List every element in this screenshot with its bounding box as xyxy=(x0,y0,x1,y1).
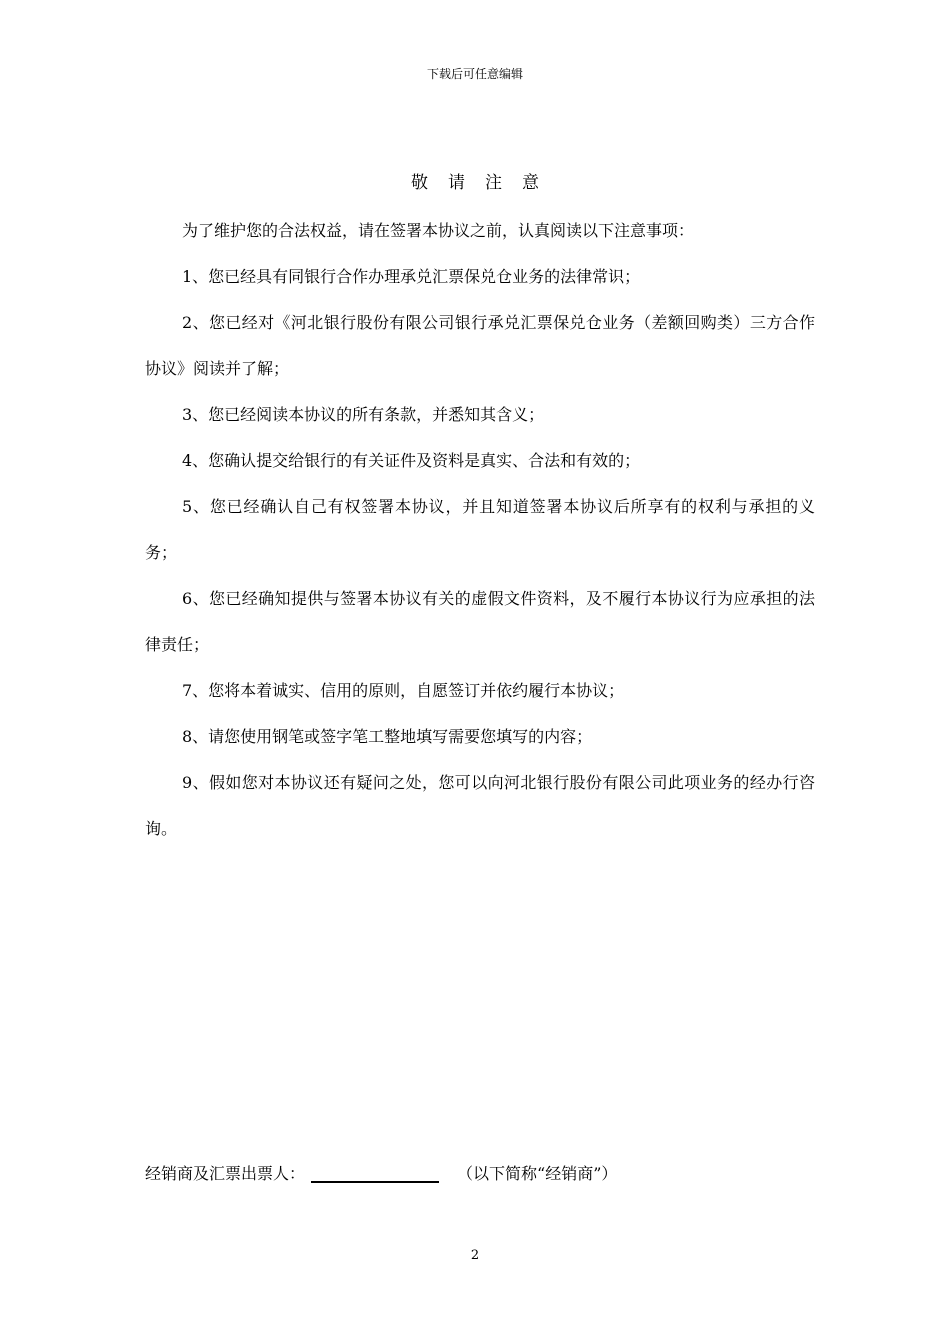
notice-item-1: 1、您已经具有同银行合作办理承兑汇票保兑仓业务的法律常识； xyxy=(182,267,641,286)
notice-item-5: 5、您已经确认自己有权签署本协议，并且知道签署本协议后所享有的权利与承担的义务； xyxy=(145,497,815,562)
notice-item-6: 6、您已经确知提供与签署本协议有关的虚假文件资料，及不履行本协议行为应承担的法律责任； xyxy=(145,589,815,654)
notice-body xyxy=(145,208,815,852)
intro-paragraph: 为了维护您的合法权益，请在签署本协议之前，认真阅读以下注意事项： xyxy=(182,221,695,240)
signer-blank-field[interactable] xyxy=(311,1163,439,1183)
signer-line xyxy=(145,1161,617,1187)
notice-item-4: 4、您确认提交给银行的有关证件及资料是真实、合法和有效的； xyxy=(182,451,641,470)
notice-item-7: 7、您将本着诚实、信用的原则，自愿签订并依约履行本协议； xyxy=(182,681,625,700)
notice-item-3: 3、您已经阅读本协议的所有条款，并悉知其含义； xyxy=(182,405,545,424)
page-number: 2 xyxy=(470,1248,480,1263)
page-header: 下载后可任意编辑 xyxy=(426,67,523,81)
notice-item-8: 8、请您使用钢笔或签字笔工整地填写需要您填写的内容； xyxy=(182,727,593,746)
signer-label: 经销商及汇票出票人： xyxy=(145,1164,306,1183)
signer-note: （以下简称“经销商”） xyxy=(457,1164,618,1183)
notice-item-2: 2、您已经对《河北银行股份有限公司银行承兑汇票保兑仓业务（差额回购类）三方合作协议》阅读并了解； xyxy=(145,313,815,378)
notice-item-9: 9、假如您对本协议还有疑问之处，您可以向河北银行股份有限公司此项业务的经办行咨询。 xyxy=(145,773,815,838)
notice-title: 敬请注意 xyxy=(411,173,559,193)
